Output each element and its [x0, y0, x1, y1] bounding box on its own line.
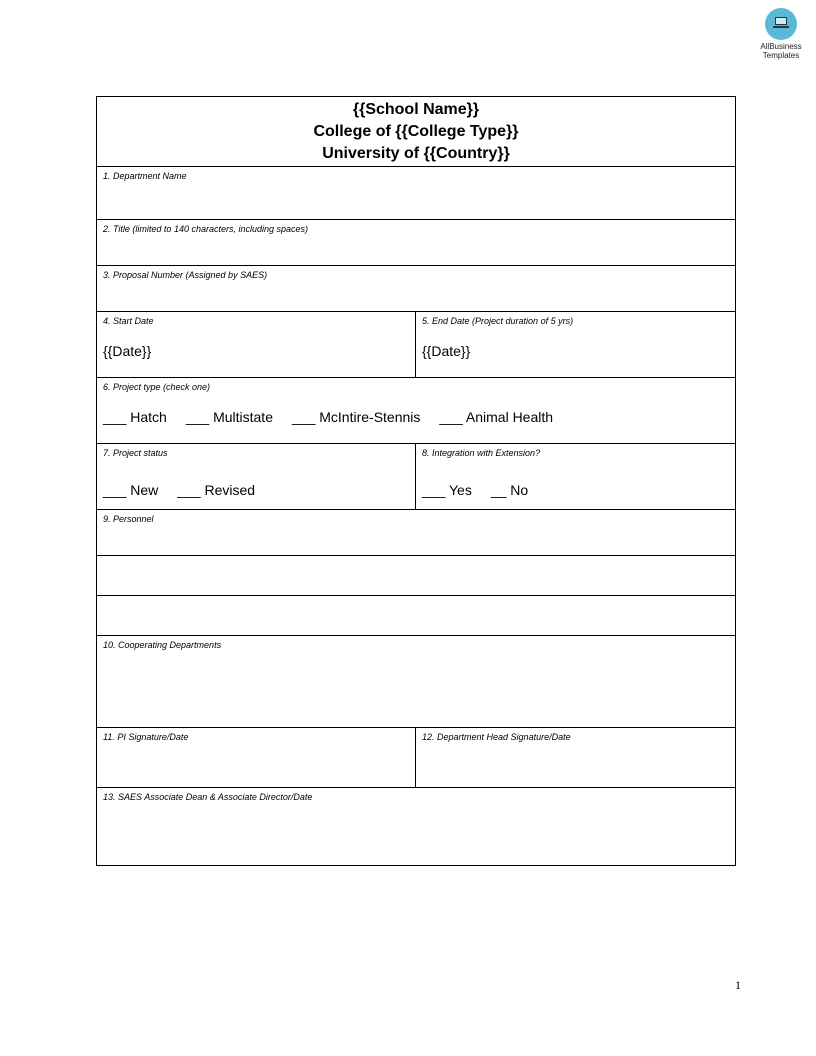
saes-signature-label: 13. SAES Associate Dean & Associate Director/Date	[103, 792, 313, 802]
title-field[interactable]	[97, 220, 735, 265]
start-date-label: 4. Start Date	[103, 316, 154, 326]
signatures-row	[97, 727, 735, 787]
integration-label: 8. Integration with Extension?	[422, 448, 541, 458]
project-type-field	[97, 378, 735, 443]
proposal-form	[96, 96, 736, 866]
title-label: 2. Title (limited to 140 characters, including spaces)	[103, 224, 309, 234]
project-type-label: 6. Project type (check one)	[103, 382, 211, 392]
dept-head-signature-label: 12. Department Head Signature/Date	[422, 732, 571, 742]
school-name: {{School Name}}	[352, 101, 480, 118]
proposal-number-row[interactable]	[97, 265, 735, 311]
personnel-label: 9. Personnel	[103, 514, 154, 524]
integration-options	[422, 481, 729, 499]
dates-row	[97, 311, 735, 377]
header-cell	[97, 97, 735, 166]
saes-signature-row[interactable]	[97, 787, 735, 865]
project-status-options	[103, 481, 409, 499]
option-multistate[interactable]: ___ Multistate	[185, 409, 273, 425]
option-revised[interactable]: ___ Revised	[177, 482, 256, 498]
personnel-row-3[interactable]	[97, 595, 735, 635]
personnel-field-2[interactable]	[97, 556, 735, 595]
project-type-row	[97, 377, 735, 443]
end-date-field[interactable]	[416, 312, 735, 377]
saes-signature-field[interactable]	[97, 788, 735, 865]
cooperating-label: 10. Cooperating Departments	[103, 640, 222, 650]
department-name-field[interactable]	[97, 167, 735, 219]
department-name-row[interactable]	[97, 166, 735, 219]
start-date-value[interactable]: {{Date}}	[103, 343, 152, 359]
brand-line-2: Templates	[762, 51, 800, 60]
title-row[interactable]	[97, 219, 735, 265]
laptop-icon	[765, 8, 797, 40]
proposal-number-field[interactable]	[97, 266, 735, 311]
cooperating-field[interactable]	[97, 636, 735, 727]
option-hatch[interactable]: ___ Hatch	[103, 409, 167, 425]
end-date-value[interactable]: {{Date}}	[422, 343, 471, 359]
option-no[interactable]: __ No	[490, 482, 529, 498]
integration-field	[416, 444, 735, 509]
personnel-row-2[interactable]	[97, 555, 735, 595]
pi-signature-field[interactable]	[97, 728, 416, 787]
dept-head-signature-field[interactable]	[416, 728, 735, 787]
personnel-field-3[interactable]	[97, 596, 735, 635]
university-name: University of {{Country}}	[322, 145, 510, 162]
project-type-options	[103, 408, 729, 426]
cooperating-row[interactable]	[97, 635, 735, 727]
personnel-row[interactable]	[97, 509, 735, 555]
status-row	[97, 443, 735, 509]
brand-line-1: AllBusiness	[760, 42, 802, 51]
start-date-field[interactable]	[97, 312, 416, 377]
option-mcintire-stennis[interactable]: ___ McIntire-Stennis	[292, 409, 421, 425]
form-header	[97, 97, 735, 166]
option-yes[interactable]: ___ Yes	[422, 482, 472, 498]
end-date-label: 5. End Date (Project duration of 5 yrs)	[422, 316, 574, 326]
project-status-field	[97, 444, 416, 509]
option-animal-health[interactable]: ___ Animal Health	[439, 409, 554, 425]
option-new[interactable]: ___ New	[103, 482, 159, 498]
page-number: 1	[735, 978, 741, 992]
project-status-label: 7. Project status	[103, 448, 168, 458]
brand-logo	[752, 8, 810, 60]
brand-name	[752, 42, 810, 60]
proposal-number-label: 3. Proposal Number (Assigned by SAES)	[103, 270, 268, 280]
personnel-field[interactable]	[97, 510, 735, 555]
department-name-label: 1. Department Name	[103, 171, 187, 181]
college-name: College of {{College Type}}	[313, 123, 519, 140]
pi-signature-label: 11. PI Signature/Date	[103, 732, 189, 742]
